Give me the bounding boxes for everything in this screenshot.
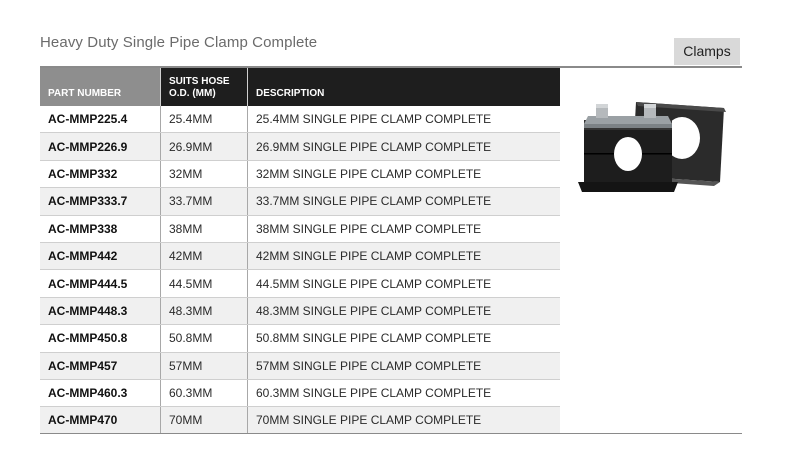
cell-description: 57MM SINGLE PIPE CLAMP COMPLETE: [248, 352, 561, 379]
cell-description: 42MM SINGLE PIPE CLAMP COMPLETE: [248, 242, 561, 269]
cell-part-number: AC-MMP470: [40, 407, 161, 434]
cell-part-number: AC-MMP460.3: [40, 379, 161, 406]
cell-hose-od: 38MM: [161, 215, 248, 242]
cell-part-number: AC-MMP333.7: [40, 188, 161, 215]
bottom-rule: [40, 433, 742, 434]
header-part-number: PART NUMBER: [40, 68, 161, 106]
cell-hose-od: 48.3MM: [161, 297, 248, 324]
table-row: [40, 106, 560, 133]
cell-description: 32MM SINGLE PIPE CLAMP COMPLETE: [248, 160, 561, 187]
cell-part-number: AC-MMP332: [40, 160, 161, 187]
cell-description: 48.3MM SINGLE PIPE CLAMP COMPLETE: [248, 297, 561, 324]
cell-hose-od: 26.9MM: [161, 133, 248, 160]
cell-hose-od: 50.8MM: [161, 325, 248, 352]
cell-description: 25.4MM SINGLE PIPE CLAMP COMPLETE: [248, 106, 561, 133]
page-title: Heavy Duty Single Pipe Clamp Complete: [40, 34, 318, 51]
cell-part-number: AC-MMP457: [40, 352, 161, 379]
table-row: [40, 407, 560, 434]
category-tag: Clamps: [674, 38, 740, 65]
cell-description: 60.3MM SINGLE PIPE CLAMP COMPLETE: [248, 379, 561, 406]
table-row: [40, 325, 560, 352]
cell-part-number: AC-MMP444.5: [40, 270, 161, 297]
cell-hose-od: 42MM: [161, 242, 248, 269]
cell-hose-od: 60.3MM: [161, 379, 248, 406]
cell-part-number: AC-MMP225.4: [40, 106, 161, 133]
cell-description: 26.9MM SINGLE PIPE CLAMP COMPLETE: [248, 133, 561, 160]
cell-hose-od: 70MM: [161, 407, 248, 434]
cell-description: 44.5MM SINGLE PIPE CLAMP COMPLETE: [248, 270, 561, 297]
table-row: [40, 242, 560, 269]
header-description: DESCRIPTION: [248, 68, 561, 106]
table-row: [40, 215, 560, 242]
table-row: [40, 297, 560, 324]
table-row: [40, 133, 560, 160]
cell-description: 33.7MM SINGLE PIPE CLAMP COMPLETE: [248, 188, 561, 215]
cell-part-number: AC-MMP226.9: [40, 133, 161, 160]
cell-part-number: AC-MMP448.3: [40, 297, 161, 324]
cell-hose-od: 32MM: [161, 160, 248, 187]
cell-description: 38MM SINGLE PIPE CLAMP COMPLETE: [248, 215, 561, 242]
cell-part-number: AC-MMP442: [40, 242, 161, 269]
cell-part-number: AC-MMP450.8: [40, 325, 161, 352]
table-header-row: [40, 68, 560, 106]
cell-description: 50.8MM SINGLE PIPE CLAMP COMPLETE: [248, 325, 561, 352]
table-row: [40, 379, 560, 406]
table-row: [40, 188, 560, 215]
table-row: [40, 270, 560, 297]
cell-hose-od: 44.5MM: [161, 270, 248, 297]
cell-hose-od: 25.4MM: [161, 106, 248, 133]
header-suits-hose: SUITS HOSE O.D. (MM): [161, 68, 248, 106]
table-body: [40, 106, 560, 434]
pipe-clamp-product-image: [574, 98, 734, 200]
cell-part-number: AC-MMP338: [40, 215, 161, 242]
cell-description: 70MM SINGLE PIPE CLAMP COMPLETE: [248, 407, 561, 434]
cell-hose-od: 57MM: [161, 352, 248, 379]
table-row: [40, 160, 560, 187]
cell-hose-od: 33.7MM: [161, 188, 248, 215]
parts-table: [40, 68, 560, 434]
table-row: [40, 352, 560, 379]
